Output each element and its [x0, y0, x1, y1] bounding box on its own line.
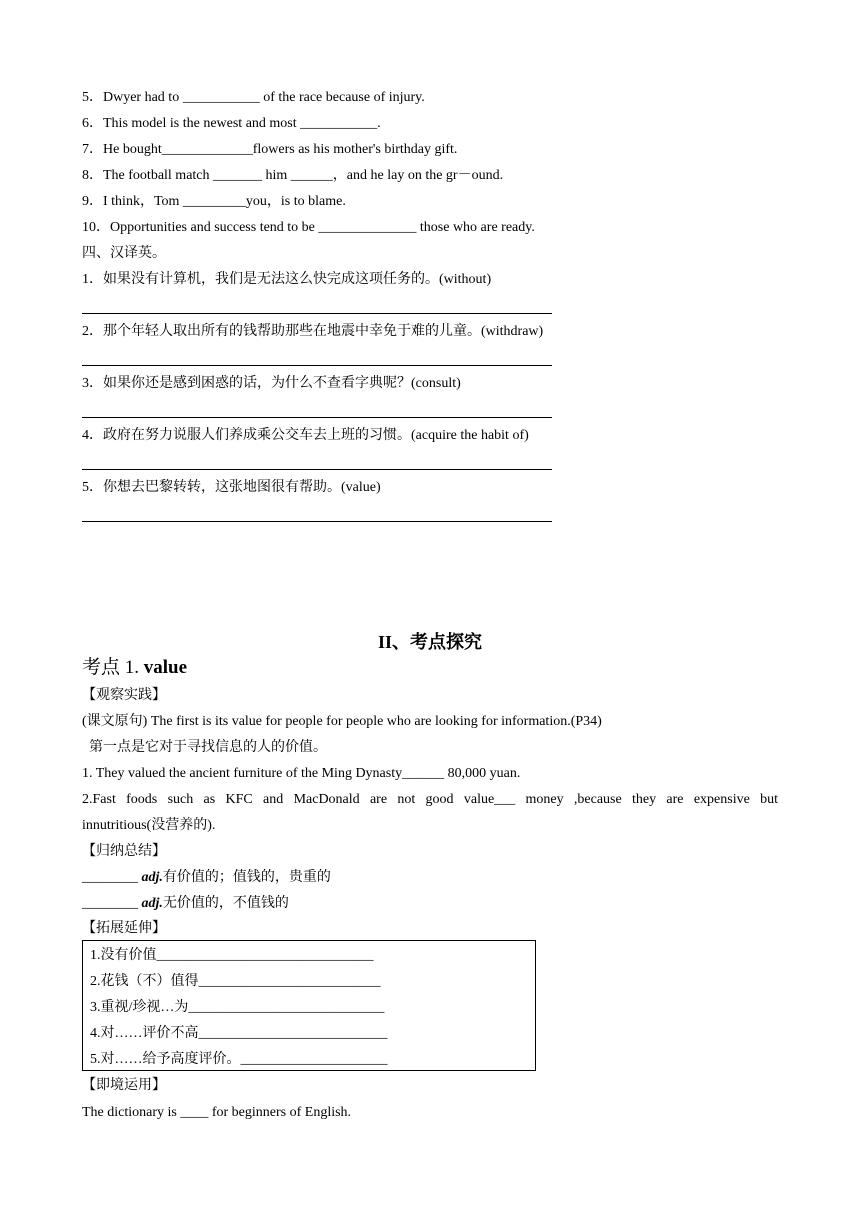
exercise-item-7: 7．He bought_____________flowers as his mother's birthday gift. — [82, 142, 458, 157]
translation-item-1: 1．如果没有计算机，我们是无法这么快完成这项任务的。(without) — [82, 272, 492, 287]
kaodian-title — [82, 656, 187, 680]
extend-item-3: 3.重视/珍视…为____________________________ — [90, 1000, 385, 1015]
summary-text-1: 有价值的；值钱的，贵重的 — [162, 870, 331, 885]
observe-label: 【观察实践】 — [82, 688, 166, 703]
translation-section-title: 四、汉译英。 — [82, 246, 166, 261]
source-sentence: (课文原句) The first is its value for people for people who are looking for information.(P34) — [82, 714, 602, 729]
exercise-item-8: 8．The football match _______ him ______，and he lay on the gr－ound. — [82, 168, 504, 183]
answer-line-5 — [82, 521, 552, 522]
extend-item-5: 5.对……给予高度评价。_____________________ — [90, 1052, 388, 1067]
translation-item-2: 2．那个年轻人取出所有的钱帮助那些在地震中幸免于难的儿童。(withdraw) — [82, 324, 544, 339]
summary-label: 【归纳总结】 — [82, 844, 166, 859]
extend-box — [82, 940, 536, 1071]
exercise-item-9: 9．I think，Tom _________you，is to blame. — [82, 194, 346, 209]
summary-line-2 — [82, 895, 289, 913]
exercise-item-10: 10．Opportunities and success tend to be ______________ those who are ready. — [82, 220, 535, 235]
answer-line-3 — [82, 417, 552, 418]
apply-sentence: The dictionary is ____ for beginners of English. — [82, 1105, 352, 1120]
kaodian-word: value — [143, 657, 188, 678]
extend-label: 【拓展延伸】 — [82, 921, 166, 936]
observe-question-2-cont: innutritious(没营养的). — [82, 818, 216, 833]
summary-pos-2: adj. — [141, 896, 163, 911]
apply-label: 【即境运用】 — [82, 1078, 166, 1093]
summary-pos-1: adj. — [141, 870, 163, 885]
summary-text-2: 无价值的，不值钱的 — [162, 896, 289, 911]
extend-item-2: 2.花钱（不）值得__________________________ — [90, 974, 381, 989]
answer-line-4 — [82, 469, 552, 470]
observe-question-1: 1. They valued the ancient furniture of the Ming Dynasty______ 80,000 yuan. — [82, 766, 521, 781]
answer-line-1 — [82, 313, 552, 314]
extend-item-1: 1.没有价值_______________________________ — [90, 948, 374, 963]
translation-item-5: 5．你想去巴黎转转，这张地图很有帮助。(value) — [82, 480, 381, 495]
exercise-item-5: 5．Dwyer had to ___________ of the race because of injury. — [82, 90, 425, 105]
summary-blank-1: ________ — [82, 870, 142, 885]
source-translation: 第一点是它对于寻找信息的人的价值。 — [82, 740, 327, 755]
answer-line-2 — [82, 365, 552, 366]
observe-question-2: 2.Fast foods such as KFC and MacDonald are not good value___ money ,because they are expensive but — [82, 792, 778, 807]
kaodian-prefix: 考点 1. — [82, 657, 144, 678]
summary-blank-2: ________ — [82, 896, 142, 911]
translation-item-4: 4．政府在努力说服人们养成乘公交车去上班的习惯。(acquire the habit of) — [82, 428, 529, 443]
extend-item-4: 4.对……评价不高___________________________ — [90, 1026, 388, 1041]
summary-line-1 — [82, 869, 331, 887]
section-heading: II、考点探究 — [377, 632, 482, 652]
translation-item-3: 3．如果你还是感到困惑的话，为什么不查看字典呢？(consult) — [82, 376, 461, 391]
exercise-item-6: 6．This model is the newest and most ___________. — [82, 116, 381, 131]
